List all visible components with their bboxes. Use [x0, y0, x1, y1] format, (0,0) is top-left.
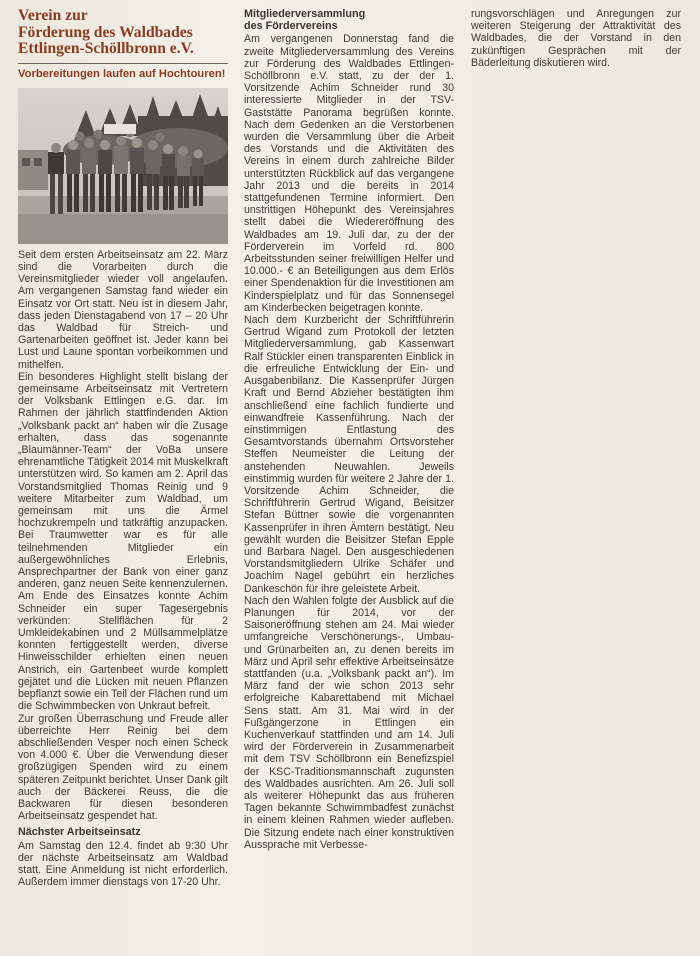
paragraph: rungsvorschlägen und Anregungen zur weiteren Steigerung der Attraktivität des Waldbades, die der Vorstand in den zukünftigen Gesprächen mit der Bäderleitung diskutieren wird.: [471, 8, 681, 69]
headline-rule: [18, 63, 228, 64]
paragraph: Zur großen Überraschung und Freude aller überreichte Herr Reinig bei dem abschließenden Vesper noch einen Scheck von 4.000 €. Über die Verwendung dieser großzügigen Spenden wird zu einem späteren Zeitpunkt berichtet. Unser Dank gilt auch der Bäckerei Reuss, die die Backwaren für diesen besonderen Arbeitseinsatz gespendet hat.: [18, 712, 228, 823]
paragraph: Nach dem Kurzbericht der Schriftführerin Gertrud Wigand zum Protokoll der letzten Mitgliederversammlung, gab Kassenwart Ralf Stückler einen transparenten Einblick in die erfreuliche Entwicklung der Ein- und Ausgabenbilanz. Die Kassenprüfer Jürgen Kraft und Bernd Abzieher bestätigten ihm anschließend eine fachlich fundierte und einwandfreie Kassenführung. Nach der einstimmigen Entlastung des Gesamtvorstands übernahm Ortsvorsteher Steffen Neumeister die Leitung der anstehenden Neuwahlen. Jeweils einstimmig wurden für weitere 2 Jahre der 1. Vorsitzende Achim Schneider, die Schriftführerin Gertrud Wigand, Beisitzer Stefan Büttner sowie die vorgenannten Kassenprüfer in ihren Ämtern bestätigt. Neu gewählt wurden die Beisitzer Stefan Epple und Barbara Nagel. Den ausgeschiedenen Vorstandsmitgliedern Ulrike Schäfer und Joachim Nagel gebührt ein herzliches Dankeschön für ihre geleistete Arbeit.: [244, 314, 454, 595]
article-subhead: Vorbereitungen laufen auf Hochtouren!: [18, 67, 226, 80]
meeting-heading-line-1: Mitgliederversammlung: [244, 8, 366, 20]
section-heading: Nächster Arbeitseinsatz: [18, 826, 141, 839]
group-photo-icon: [18, 88, 228, 244]
article-headline: [18, 8, 228, 58]
column-3: [471, 8, 681, 69]
headline-line-3: Ettlingen-Schöllbronn e.V.: [18, 40, 194, 58]
paragraph: Am vergangenen Donnerstag fand die zweite Mitgliederversammlung des Vereins zur Förderung des Waldbades Ettlingen-Schöllbronn e.V. statt, zu der der 1. Vorsitzende Achim Schneider rund 30 interessierte Mitglieder in der TSV-Gaststätte Panorama begrüßen konnte. Nach dem Gedenken an die Verstorbenen wurden die Versammlung über die Arbeit des Vorstands und die Aktivitäten des Vereins in einem durch zahlreiche Bilder unterstützten Rückblick auf das vergangene Jahr 2013 und die bereits in 2014 stattgefundenen Termine informiert. Den unstrittigen Höhepunkt des Vereinsjahres stellt dabei die Wiedereröffnung des Waldbades am 19. Juli dar, zu der der Förderverein im Vorfeld rd. 800 Arbeitsstunden seiner freiwilligen Helfer und 10.000.- € an Beteiligungen aus dem Erlös einer Spendenaktion für die Investitionen am Kinderspielplatz und für das Sonnensegel am Kinderbecken beigetragen konnte.: [244, 33, 454, 314]
meeting-heading-line-2: des Fördervereins: [244, 20, 338, 33]
paragraph: Nach den Wahlen folgte der Ausblick auf die Planungen für 2014, vor der Saisoneröffnung stehen am 24. Mai wieder umfangreiche Verschönerungs-, Umbau- und Grünarbeiten an, zu denen bereits im März und April sehr effektive Arbeitseinsätze stattfanden (u.a. „Volksbank packt an“). Im März fand der wie schon 2013 sehr erfolgreiche Kabarettabend mit Michael Sens statt. Am 31. Mai wird in der Fußgängerzone in Ettlingen ein Kuchenverkauf stattfinden und am 14. Juli wird der Förderverein in Zusammenarbeit mit dem TSV Schöllbronn ein Benefizspiel der KSC-Traditionsmannschaft zugunsten des Waldbades ausrichten. Am 26. Juli soll als weiterer Höhepunkt das aus früheren Tagen bekannte Schwimmbadfest zunächst in einem kleinen Rahmen wieder aufleben. Die Sitzung endete nach einer konstruktiven Aussprache mit Verbesse-: [244, 594, 454, 851]
headline-line-1: Verein zur: [18, 7, 88, 24]
paragraph: Seit dem ersten Arbeitseinsatz am 22. März sind die Vorarbeiten durch die Vereinsmitglieder wieder voll angelaufen. Am vergangenen Samstag fand wieder ein Einsatz vor Ort statt. Neu ist in diesem Jahr, dass jeden Dienstagabend von 17 – 20 Uhr das Waldbad für Streich- und Gartenarbeiten geöffnet ist. Jeder kann bei Lust und Laune spontan vorbeikommen und mithelfen.: [18, 248, 228, 371]
meeting-heading: [244, 8, 454, 32]
headline-line-2: Förderung des Waldbades: [18, 23, 193, 41]
paragraph: Am Samstag den 12.4. findet ab 9:30 Uhr der nächste Arbeitseinsatz am Waldbad statt. Eine Anmeldung ist nicht erforderlich. Außerdem immer dienstags von 17-20 Uhr.: [18, 839, 228, 889]
column-1: [18, 8, 228, 888]
column-2: [244, 8, 454, 851]
paragraph: Ein besonderes Highlight stellt bislang der gemeinsame Arbeitseinsatz mit Vertretern der Volksbank Ettlingen e.G. dar. Im Rahmen der jährlich stattfindenden Aktion „Volksbank packt an“ haben wir die Zusage erhalten, dass das sogenannte „Blaumänner-Team“ der VoBa unsere ehrenamtliche Tätigkeit 2014 mit Muskelkraft unterstützen wird. So kamen am 2. April das Vorstandsmitglied Thomas Reinig und 9 weitere Mitarbeiter zum Waldbad, um gemeinsam mit uns die Ärmel hochzukrempeln und tatkräftig anzupacken. Bei Traumwetter war es für alle teilnehmenden Mitglieder ein außergewöhnliches Erlebnis, Ansprechpartner der Bank von einer ganz anderen, ganz neuen Seite kennenzulernen. Am Ende des Einsatzes konnte Achim Schneider ein super Tagesergebnis verkünden: Stellflächen für 2 Umkleidekabinen und 2 Müllsammelplätze konnten fertiggestellt werden, diverse Hinweisschilder erhielten einen neuen Anstrich, ein Gartenbeet wurde komplett gejätet und die Lücken mit neuen Pflanzen bepflanzt sowie ein Teil der Flächen rund um die Schwimmbecken von Unkraut befreit.: [18, 370, 229, 713]
